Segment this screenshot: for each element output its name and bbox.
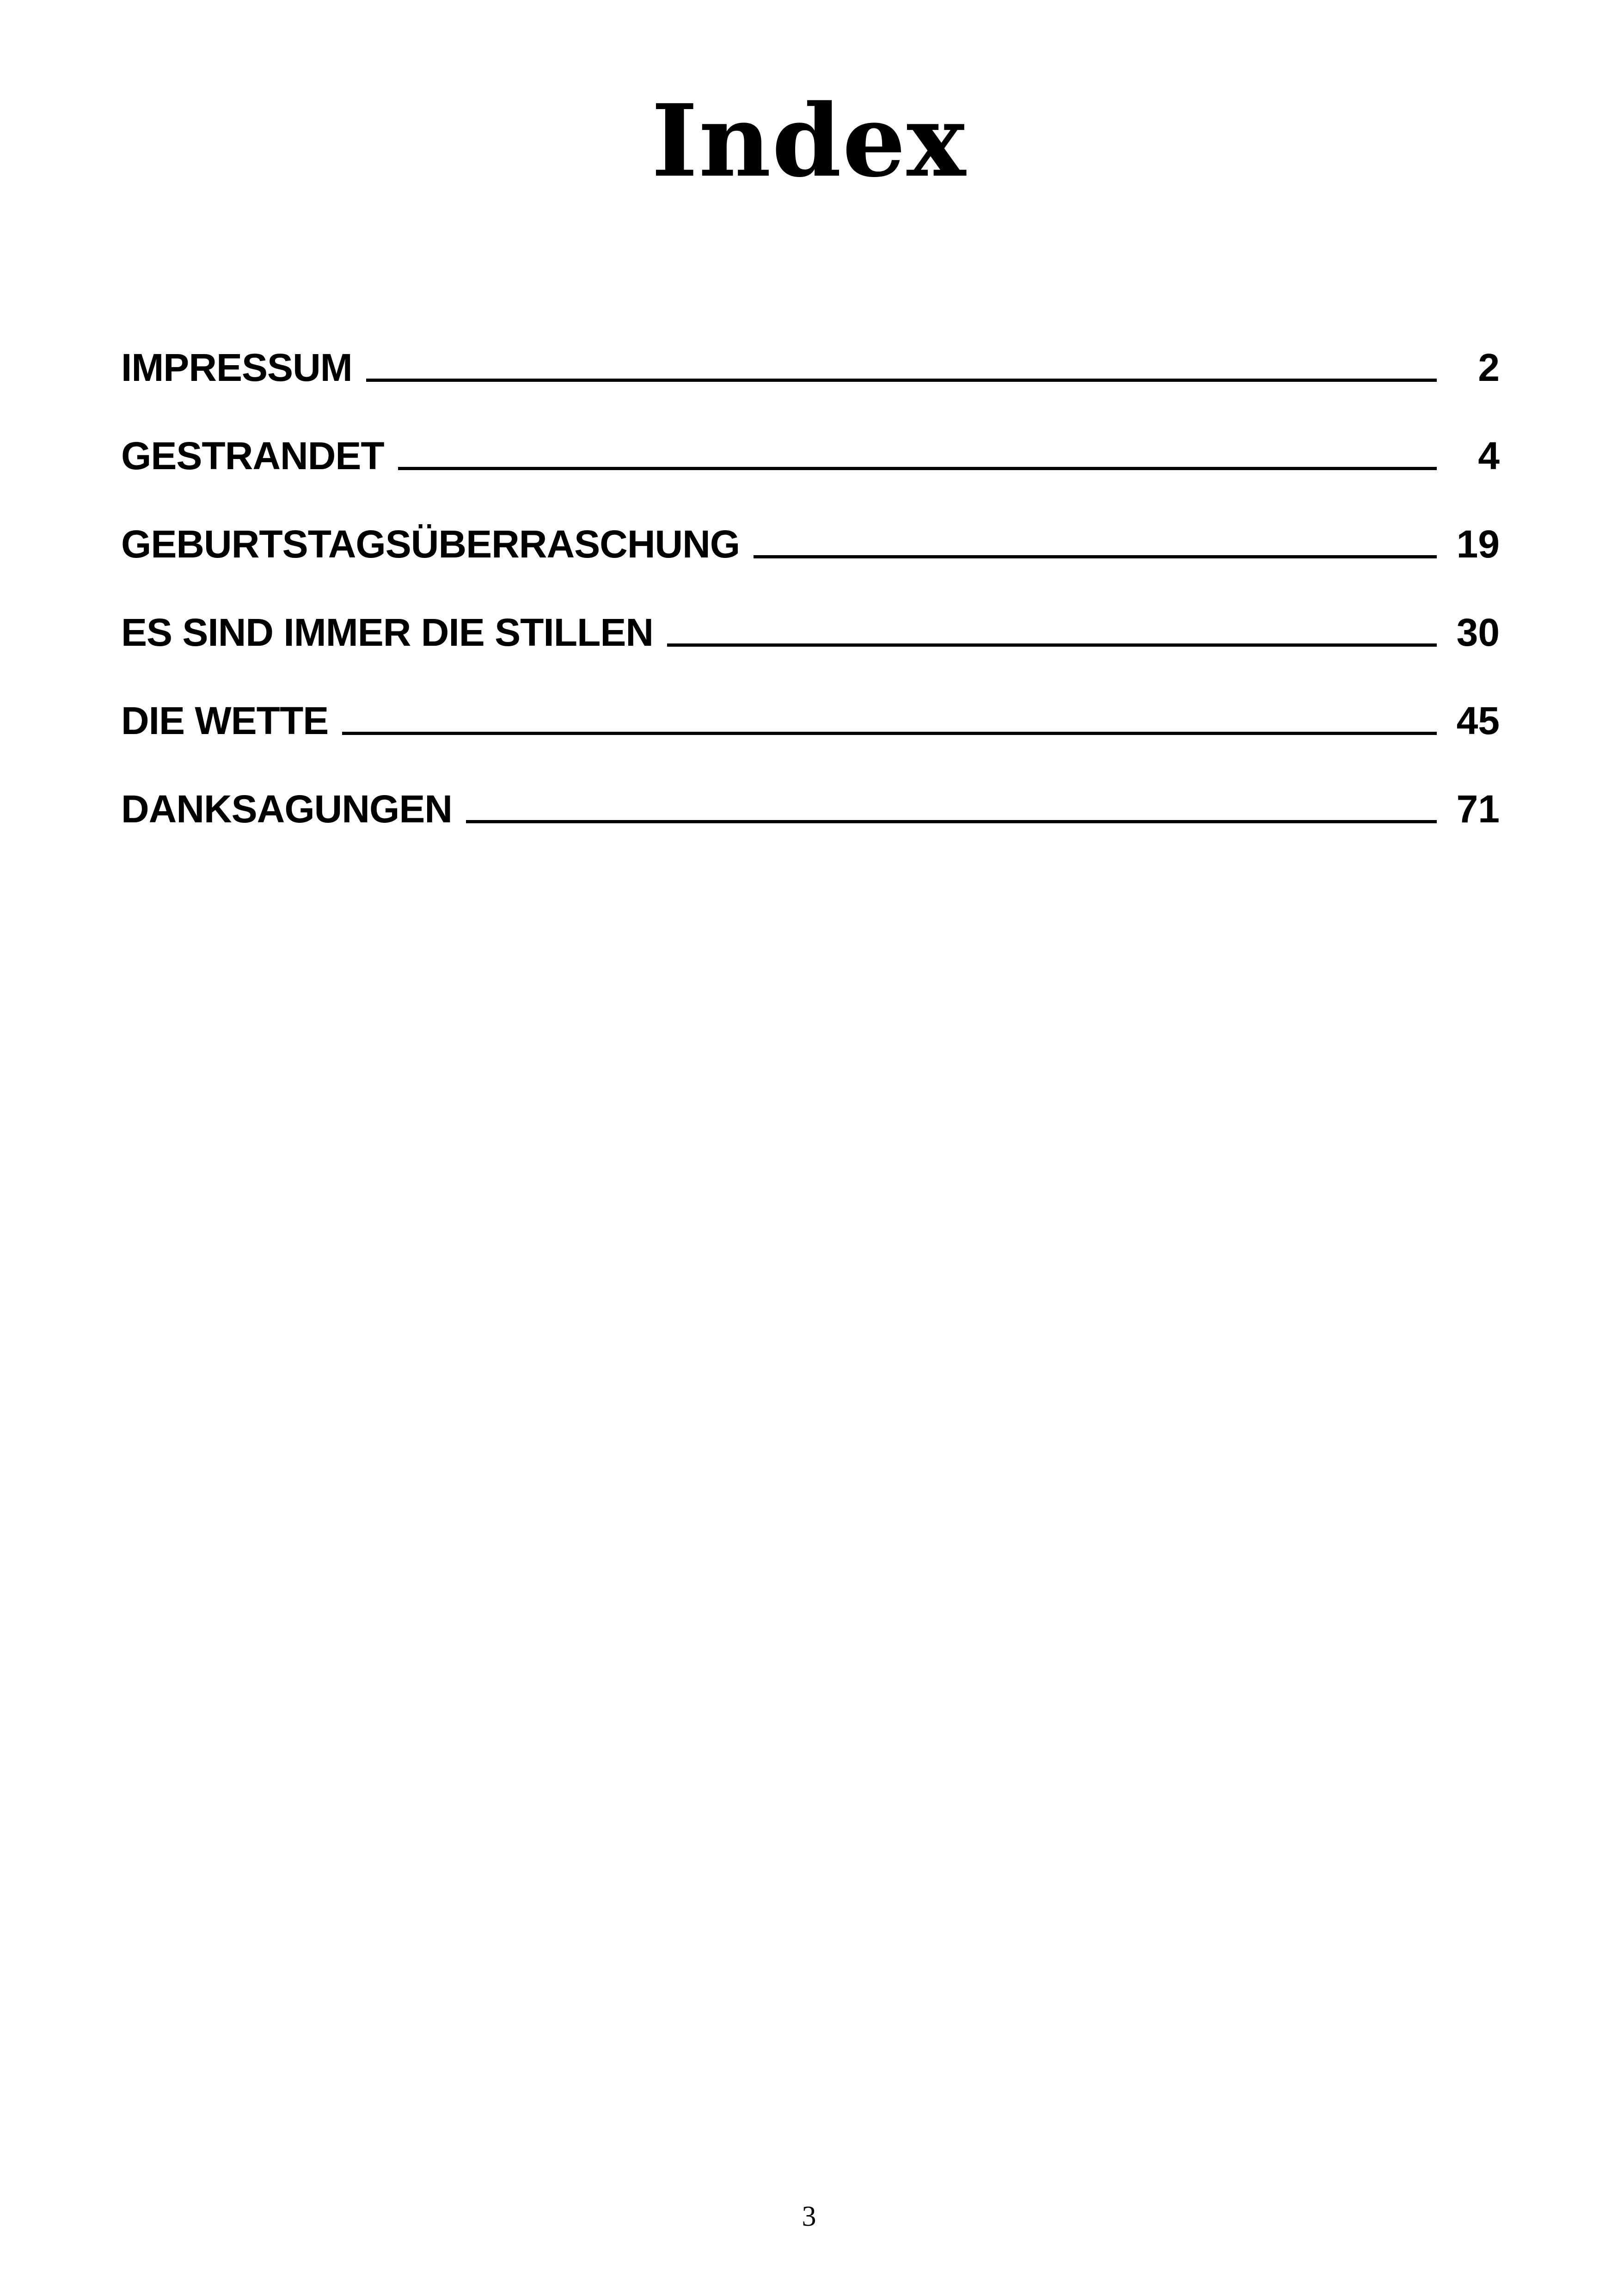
toc-entry-label: DIE WETTE [121, 699, 329, 742]
toc-entry-label: IMPRESSUM [121, 346, 352, 389]
toc-leader-line [754, 555, 1437, 558]
toc-entry-page: 71 [1456, 787, 1500, 831]
toc-entry-page: 19 [1456, 522, 1500, 566]
toc-entry-page: 30 [1456, 611, 1500, 654]
toc-leader-line [466, 820, 1437, 823]
toc-entry-label: DANKSAGUNGEN [121, 787, 453, 831]
toc-entry-label: GESTRANDET [121, 434, 384, 478]
toc-entry-gestrandet[interactable] [121, 412, 1500, 500]
toc-entry-page: 4 [1478, 434, 1500, 478]
toc-entry-label: ES SIND IMMER DIE STILLEN [121, 611, 654, 654]
page-title: Index [651, 82, 967, 199]
toc-entry-die-wette[interactable] [121, 677, 1500, 765]
toc-entry-impressum[interactable] [121, 324, 1500, 412]
page-number: 3 [802, 2201, 816, 2232]
toc-leader-line [366, 379, 1437, 382]
toc-entry-danksagungen[interactable] [121, 765, 1500, 853]
toc-entry-page: 45 [1456, 699, 1500, 742]
table-of-contents [121, 324, 1500, 853]
toc-leader-line [342, 732, 1437, 735]
toc-leader-line [398, 467, 1437, 470]
toc-entry-label: GEBURTSTAGSÜBERRASCHUNG [121, 522, 740, 566]
toc-leader-line [667, 643, 1437, 647]
toc-entry-geburtstagsueberraschung[interactable] [121, 500, 1500, 588]
toc-entry-es-sind-immer-die-stillen[interactable] [121, 588, 1500, 677]
toc-entry-page: 2 [1478, 346, 1500, 389]
